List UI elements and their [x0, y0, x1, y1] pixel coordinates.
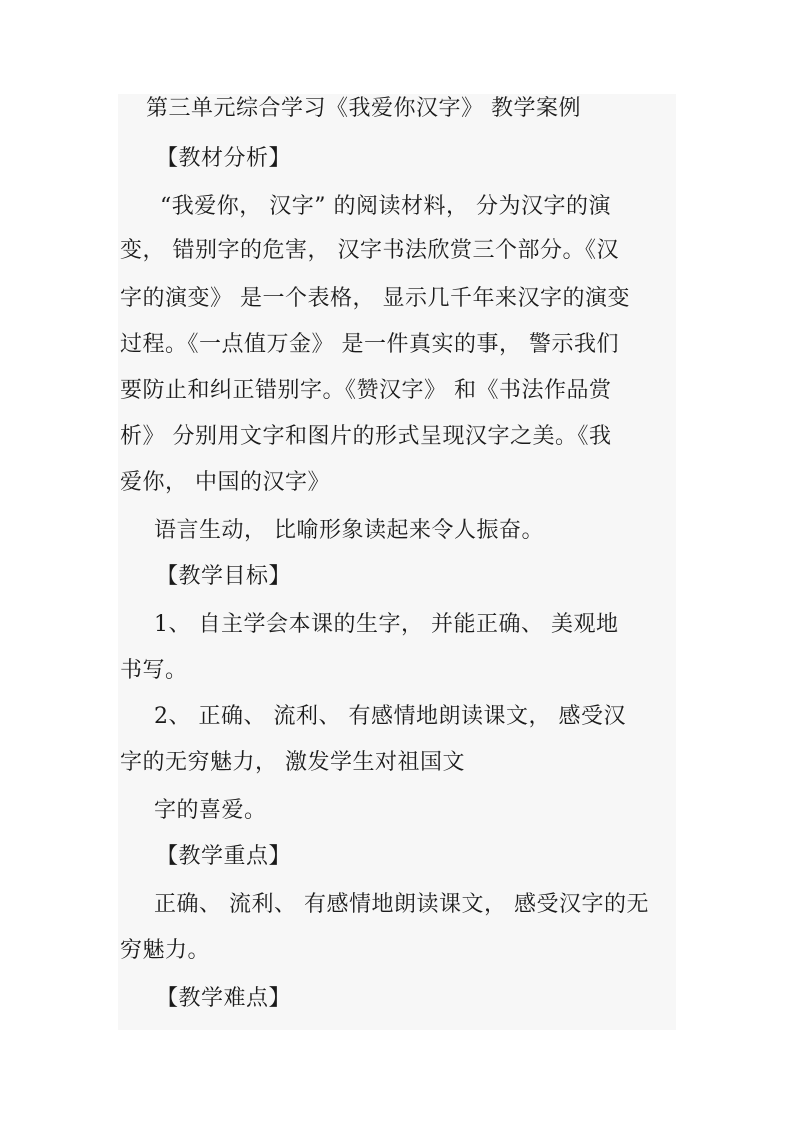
- section-heading-material-analysis: 【教材分析】: [156, 146, 292, 171]
- section-heading-teaching-focus: 【教学重点】: [156, 844, 292, 869]
- document-title: 第三单元综合学习《我爱你汉字》 教学案例: [146, 96, 581, 121]
- document-page: [118, 94, 676, 1030]
- paragraph-line: 书写。: [120, 658, 188, 683]
- paragraph-line: 1、 自主学会本课的生字， 并能正确、 美观地: [154, 612, 619, 637]
- paragraph-line: 字的喜爱。: [154, 798, 267, 823]
- paragraph-line: 字的演变》 是一个表格， 显示几千年来汉字的演变: [120, 286, 630, 311]
- paragraph-line: 析》 分别用文字和图片的形式呈现汉字之美。《我: [120, 424, 612, 449]
- paragraph-line: 穷魅力。: [120, 938, 211, 963]
- paragraph-line: 字的无穷魅力， 激发学生对祖国文: [120, 750, 465, 775]
- paragraph-line: 正确、 流利、 有感情地朗读课文， 感受汉字的无: [154, 892, 649, 917]
- paragraph-line: 爱你， 中国的汉字》: [120, 470, 330, 495]
- paragraph-line: “我爱你， 汉字” 的阅读材料， 分为汉字的演: [160, 194, 611, 219]
- paragraph-line: 2、 正确、 流利、 有感情地朗读课文， 感受汉: [154, 704, 626, 729]
- paragraph-line: 过程。《一点值万金》 是一件真实的事， 警示我们: [120, 332, 619, 357]
- paragraph-line: 变， 错别字的危害， 汉字书法欣赏三个部分。《汉: [120, 238, 619, 263]
- section-heading-teaching-goals: 【教学目标】: [156, 564, 292, 589]
- paragraph-line: 语言生动， 比喻形象读起来令人振奋。: [154, 518, 544, 543]
- paragraph-line: 要防止和纠正错别字。《赞汉字》 和《书法作品赏: [120, 378, 612, 403]
- section-heading-teaching-difficulty: 【教学难点】: [156, 986, 292, 1011]
